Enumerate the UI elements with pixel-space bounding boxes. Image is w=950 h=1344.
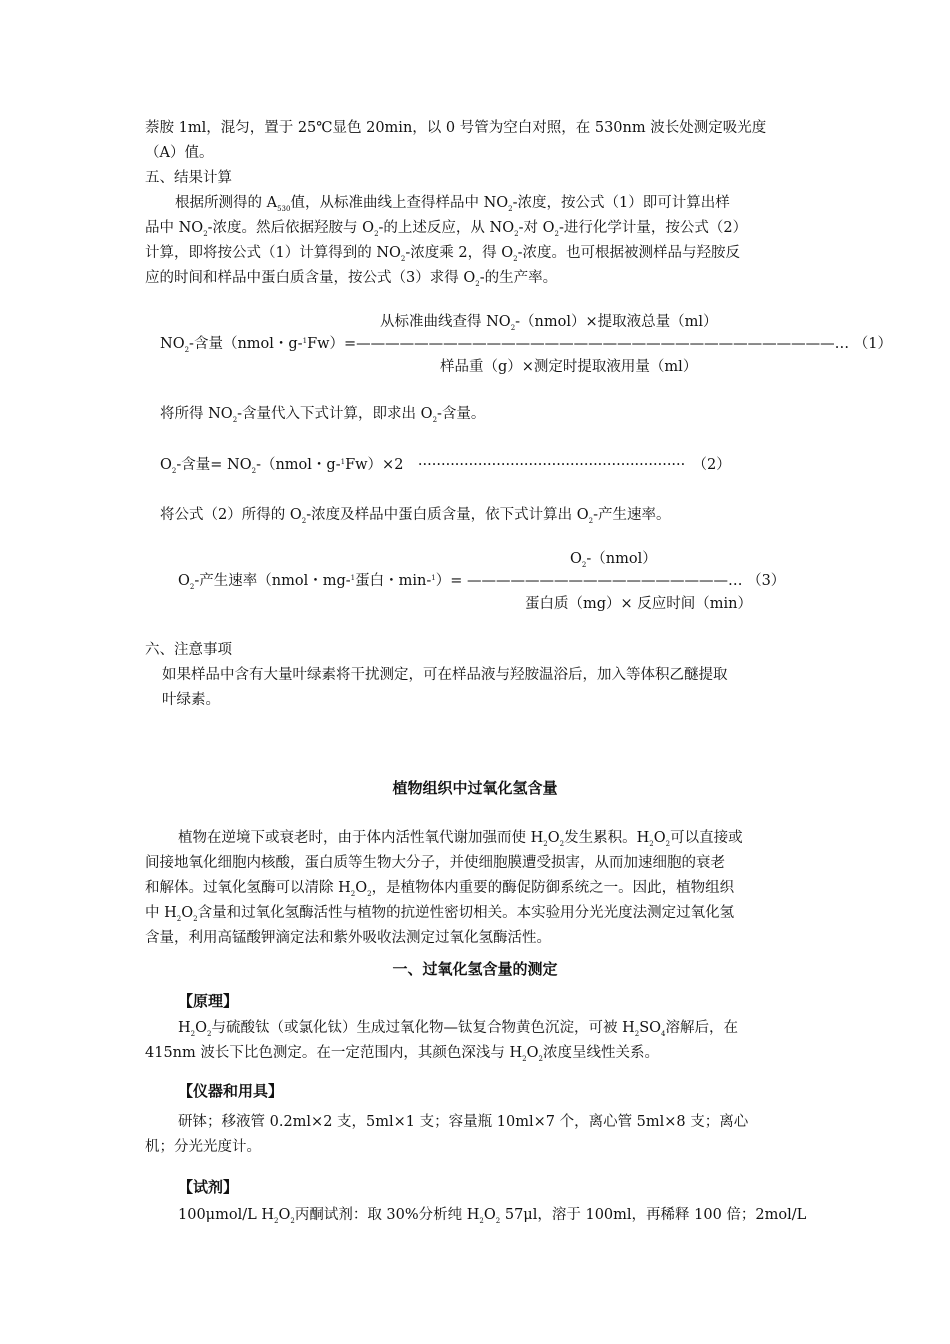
- text-line: 叶绿素。: [162, 692, 220, 708]
- section-heading: 一、过氧化氢含量的测定: [392, 960, 558, 978]
- text-line: 将公式（2）所得的 $O_2-$浓度及样品中蛋白质含量，依下式计算出 $O_2-$产生速率。: [160, 507, 671, 525]
- text-line: 根据所测得的 $A_{530}$值，从标准曲线上查得样品中 $NO_2-$浓度，按公式（1）即可计算出样: [175, 195, 730, 213]
- section-heading: 六、注意事项: [145, 642, 232, 658]
- formula-1-numerator: 从标准曲线查得 $NO_2-(nmol)\times$提取液总量（ml）: [380, 314, 718, 332]
- text-line: 和解体。过氧化氢酶可以清除 $H_2O_2$，是植物体内重要的酶促防御系统之一。因此，植物组织: [145, 880, 735, 898]
- subsection-heading: 【试剂】: [178, 1178, 239, 1196]
- text-line: 植物在逆境下或衰老时，由于体内活性氧代谢加强而使 $H_2O_2$发生累积。$H_2O_2$可以直接或: [178, 830, 743, 848]
- subsection-heading: 【仪器和用具】: [178, 1082, 284, 1100]
- formula-3: $O_2-$产生速率（nmol・mg-$^1$蛋白・min-$^1$）= ——————————————————… （3）: [178, 573, 786, 591]
- section-heading: 五、结果计算: [145, 170, 232, 186]
- text-line: 415nm 波长下比色测定。在一定范围内，其颜色深浅与 $H_2O_2$浓度呈线性关系。: [145, 1045, 659, 1063]
- text-line: 100μmol/L $H_2O_2$丙酮试剂：取 30%分析纯 $H_2O_2$ 57μl，溶于 100ml，再稀释 100 倍；2mol/L: [178, 1207, 807, 1225]
- formula-3-numerator: $O_2-(nmol)$: [570, 551, 657, 569]
- text-line: 中 $H_2O_2$含量和过氧化氢酶活性与植物的抗逆性密切相关。本实验用分光光度法测定过氧化氢: [145, 905, 735, 923]
- text-line: 萘胺 1ml，混匀，置于 25℃显色 20min，以 0 号管为空白对照，在 530nm 波长处测定吸光度: [145, 120, 767, 136]
- page-title: 植物组织中过氧化氢含量: [392, 779, 558, 797]
- text-line: 计算，即将按公式（1）计算得到的 $NO_2-$浓度乘 2，得 $O_2-$浓度。也可根据被测样品与羟胺反: [145, 245, 740, 263]
- text-line: $H_2O_2$与硫酸钛（或氯化钛）生成过氧化物—钛复合物黄色沉淀，可被 $H_2SO_4$溶解后，在: [178, 1020, 739, 1038]
- text-line: 间接地氧化细胞内核酸，蛋白质等生物大分子，并使细胞膜遭受损害，从而加速细胞的衰老: [145, 855, 725, 871]
- formula-1-denominator: 样品重（g）×测定时提取液用量（ml）: [440, 359, 698, 375]
- subsection-heading: 【原理】: [178, 992, 239, 1010]
- text-line: 品中 $NO_2-$浓度。然后依据羟胺与 $O_2-$的上述反应，从 $NO_2-$对 $O_2-$进行化学计量，按公式（2）: [145, 220, 748, 238]
- text-line: 应的时间和样品中蛋白质含量，按公式（3）求得 $O_2-$的生产率。: [145, 270, 558, 288]
- text-line: 机；分光光度计。: [145, 1139, 261, 1155]
- formula-1: $NO_2-$含量（nmol・g-$^1$Fw）=—————————————————————————————————… （1）: [160, 336, 893, 354]
- formula-3-denominator: 蛋白质（mg）× 反应时间（min）: [525, 596, 753, 612]
- formula-2: $O_2-$含量= $NO_2-(nmol$・g-$^1$Fw）×2 ·························································· （2）: [160, 457, 731, 475]
- text-line: （A）值。: [145, 145, 214, 161]
- text-line: 研钵；移液管 0.2ml×2 支，5ml×1 支；容量瓶 10ml×7 个，离心管 5ml×8 支；离心: [178, 1114, 749, 1130]
- text-line: 如果样品中含有大量叶绿素将干扰测定，可在样品液与羟胺温浴后，加入等体积乙醚提取: [162, 667, 728, 683]
- text-line: 含量，利用高锰酸钾滴定法和紫外吸收法测定过氧化氢酶活性。: [145, 930, 551, 946]
- text-line: 将所得 $NO_2-$含量代入下式计算，即求出 $O_2-$含量。: [160, 406, 486, 424]
